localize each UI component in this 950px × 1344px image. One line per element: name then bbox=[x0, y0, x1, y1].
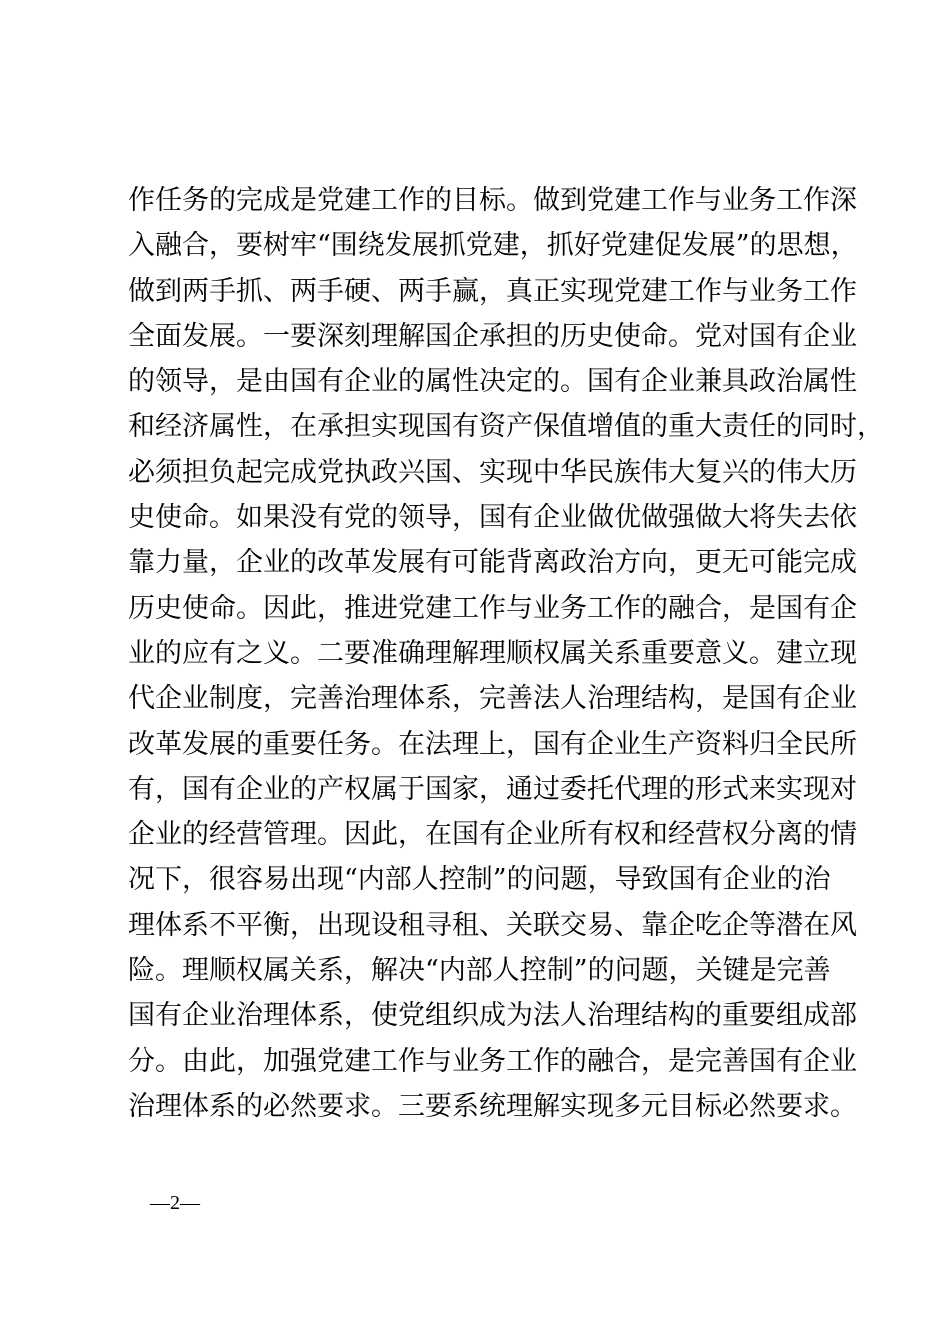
text-line: 企业的经营管理。因此，在国有企业所有权和经营权分离的情 bbox=[128, 819, 857, 851]
text-line: 况下，很容易出现“内部人控制”的问题，导致国有企业的治 bbox=[128, 864, 831, 896]
page-number: —2— bbox=[150, 1192, 200, 1214]
text-line: 做到两手抓、两手硬、两手赢，真正实现党建工作与业务工作 bbox=[128, 275, 857, 307]
text-line: 分。由此，加强党建工作与业务工作的融合，是完善国有企业 bbox=[128, 1045, 857, 1077]
text-line: 史使命。如果没有党的领导，国有企业做优做强做大将失去依 bbox=[128, 502, 857, 534]
text-line: 业的应有之义。二要准确理解理顺权属关系重要意义。建立现 bbox=[128, 637, 857, 669]
text-line: 的领导，是由国有企业的属性决定的。国有企业兼具政治属性 bbox=[128, 366, 857, 398]
text-line: 必须担负起完成党执政兴国、实现中华民族伟大复兴的伟大历 bbox=[128, 456, 857, 488]
text-line: 代企业制度，完善治理体系，完善法人治理结构，是国有企业 bbox=[128, 683, 857, 715]
text-line: 国有企业治理体系，使党组织成为法人治理结构的重要组成部 bbox=[128, 1000, 857, 1032]
text-line: 有，国有企业的产权属于国家，通过委托代理的形式来实现对 bbox=[128, 773, 857, 805]
text-line: 历史使命。因此，推进党建工作与业务工作的融合，是国有企 bbox=[128, 592, 857, 624]
text-line: 治理体系的必然要求。三要系统理解实现多元目标必然要求。 bbox=[128, 1090, 857, 1122]
text-line: 入融合，要树牢“围绕发展抓党建，抓好党建促发展”的思想， bbox=[128, 230, 858, 262]
body-text bbox=[128, 178, 884, 1129]
text-line: 全面发展。一要深刻理解国企承担的历史使命。党对国有企业 bbox=[128, 320, 857, 352]
text-line: 改革发展的重要任务。在法理上，国有企业生产资料归全民所 bbox=[128, 728, 857, 760]
text-line: 险。理顺权属关系，解决“内部人控制”的问题，关键是完善 bbox=[128, 955, 831, 987]
text-line: 和经济属性，在承担实现国有资产保值增值的重大责任的同时， bbox=[128, 411, 884, 443]
text-line: 作任务的完成是党建工作的目标。做到党建工作与业务工作深 bbox=[128, 185, 857, 216]
text-line: 理体系不平衡，出现设租寻租、关联交易、靠企吃企等潜在风 bbox=[128, 909, 857, 941]
text-line: 靠力量，企业的改革发展有可能背离政治方向，更无可能完成 bbox=[128, 547, 857, 579]
